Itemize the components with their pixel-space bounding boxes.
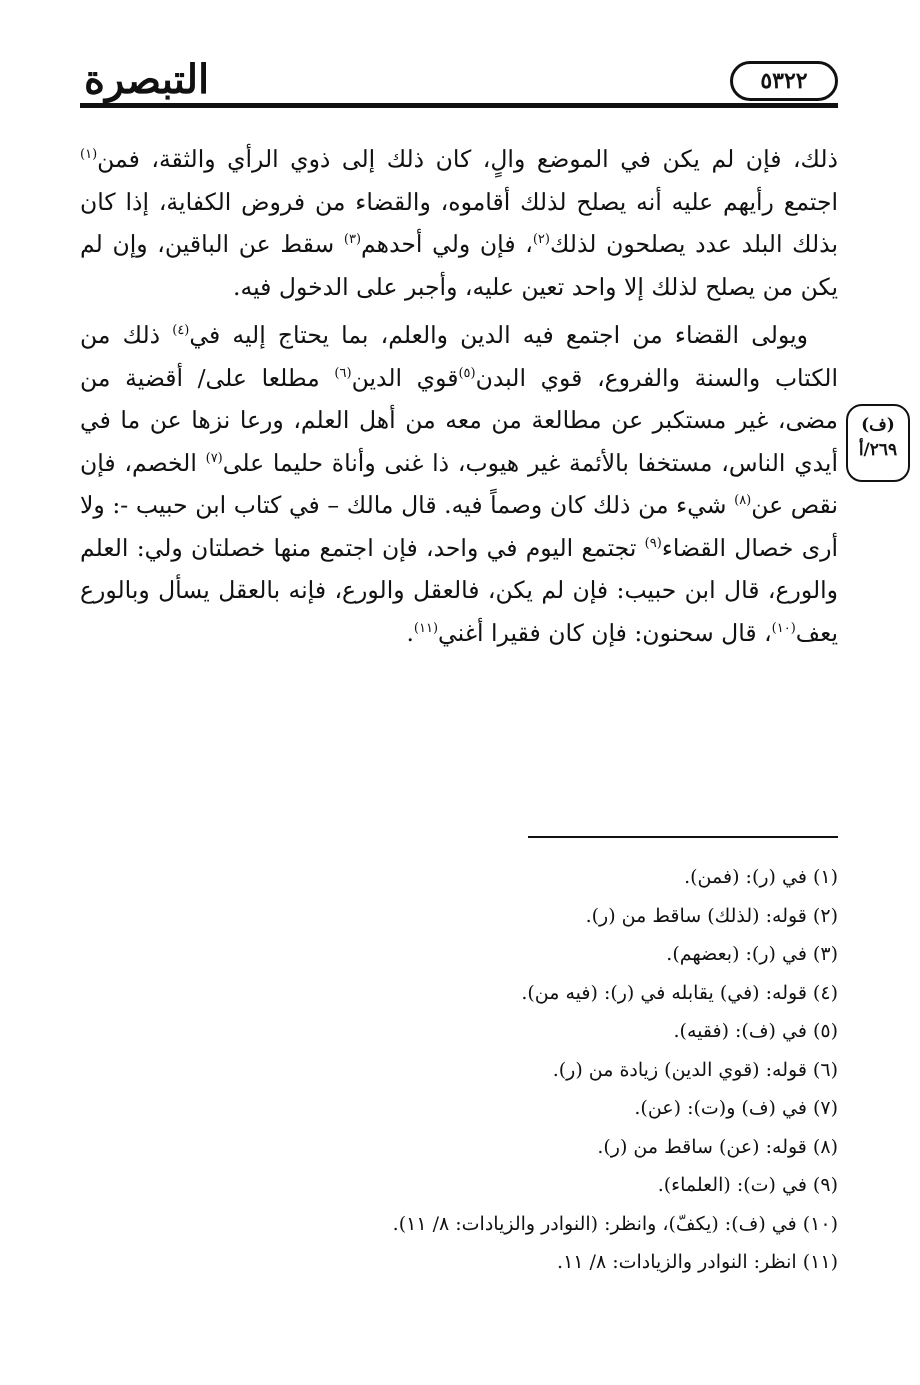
footnote-ref-7[interactable]: (٧)	[205, 450, 223, 466]
text-span: اجتمع رأيهم عليه أنه يصلح لذلك أقاموه، والقضاء من فروض الكفاية، إذا كان بذلك البلد عدد يصلحون لذلك	[80, 187, 838, 258]
manuscript-siglum: (ف)	[861, 415, 895, 435]
footnote-ref-6[interactable]: (٦)	[334, 365, 352, 381]
book-title: التبصرة	[84, 56, 210, 103]
paragraph-1	[80, 138, 838, 308]
footnote-ref-2[interactable]: (٢)	[532, 232, 550, 247]
text-span: .	[406, 618, 414, 647]
header-rule	[80, 103, 838, 108]
text-span: قوي الدين	[351, 363, 459, 392]
page-number-badge: ٥٣٢٢	[730, 61, 838, 101]
footnote-8: (٨) قوله: (عن) ساقط من (ر).	[597, 1135, 838, 1158]
page-header	[80, 55, 838, 115]
footnotes-list	[80, 858, 838, 1282]
footnote-ref-9[interactable]: (٩)	[644, 535, 662, 551]
footnote-3: (٣) في (ر): (بعضهم).	[666, 943, 838, 965]
text-span: مطلعا على/ أقضية من مضى، غير مستكبر عن مطالعة من معه من أهل العلم، ورعا نزها عن ما في أيدي الناس، مستخفا بالأئمة غير هيوب، ذا غنى وأناة حليما على	[80, 363, 838, 477]
text-span: الخصم، فإن نقص عن	[80, 448, 838, 519]
footnote-2: (٢) قوله: (لذلك) ساقط من (ر).	[585, 904, 838, 927]
footnote-5: (٥) في (ف): (فقيه).	[673, 1020, 838, 1042]
footnote-ref-3[interactable]: (٣)	[343, 232, 362, 247]
footnote-separator	[528, 836, 838, 838]
text-span: ذلك من الكتاب والسنة والفروع، قوي البدن	[80, 321, 838, 392]
footnote-ref-11[interactable]: (١١)	[413, 620, 439, 636]
footnote-9: (٩) في (ت): (العلماء).	[657, 1174, 838, 1196]
footnote-ref-10[interactable]: (١٠)	[771, 620, 796, 636]
footnote-6: (٦) قوله: (قوي الدين) زيادة من (ر).	[552, 1058, 838, 1081]
footnote-1: (١) في (ر): (فمن).	[684, 866, 838, 888]
text-span: ذلك، فإن لم يكن في الموضع والٍ، كان ذلك إلى ذوي الرأي والثقة، فمن	[97, 145, 838, 173]
text-span: ، قال سحنون: فإن كان فقيرا أغني	[438, 618, 772, 647]
paragraph-2	[80, 314, 838, 654]
main-text	[80, 138, 838, 654]
manuscript-folio: ٢٦٩/أ	[858, 440, 898, 460]
footnote-4: (٤) قوله: (في) يقابله في (ر): (فيه من).	[521, 981, 838, 1004]
text-span: ، فإن ولي أحدهم	[361, 230, 533, 258]
text-span: تجتمع اليوم في واحد، فإن اجتمع منها خصلتان ولي: العلم والورع، قال ابن حبيب: فإن لم يكن، فالعقل والورع، فإنه بالعقل يسأل وبالورع يعف	[80, 533, 838, 647]
footnote-ref-4[interactable]: (٤)	[172, 323, 190, 338]
text-span: ويولى القضاء من اجتمع فيه الدين والعلم، بما يحتاج إليه في	[189, 321, 808, 349]
footnote-10: (١٠) في (ف): (يكفّ)، وانظر: (النوادر والزيادات: ٨/ ١١).	[392, 1212, 838, 1235]
footnote-7: (٧) في (ف) و(ت): (عن).	[634, 1097, 838, 1119]
footnote-ref-1[interactable]: (١)	[80, 147, 98, 162]
text-span: سقط عن الباقين، وإن لم يكن من يصلح لذلك إلا واحد تعين عليه، وأجبر على الدخول فيه.	[80, 230, 838, 301]
text-span: شيء من ذلك كان وصماً فيه. قال مالك – في كتاب ابن حبيب -: ولا أرى خصال القضاء	[80, 491, 838, 562]
footnote-ref-8[interactable]: (٨)	[734, 493, 752, 508]
manuscript-folio-marker	[846, 404, 910, 482]
footnote-ref-5[interactable]: (٥)	[458, 365, 476, 381]
footnote-11: (١١) انظر: النوادر والزيادات: ٨/ ١١.	[557, 1251, 838, 1273]
